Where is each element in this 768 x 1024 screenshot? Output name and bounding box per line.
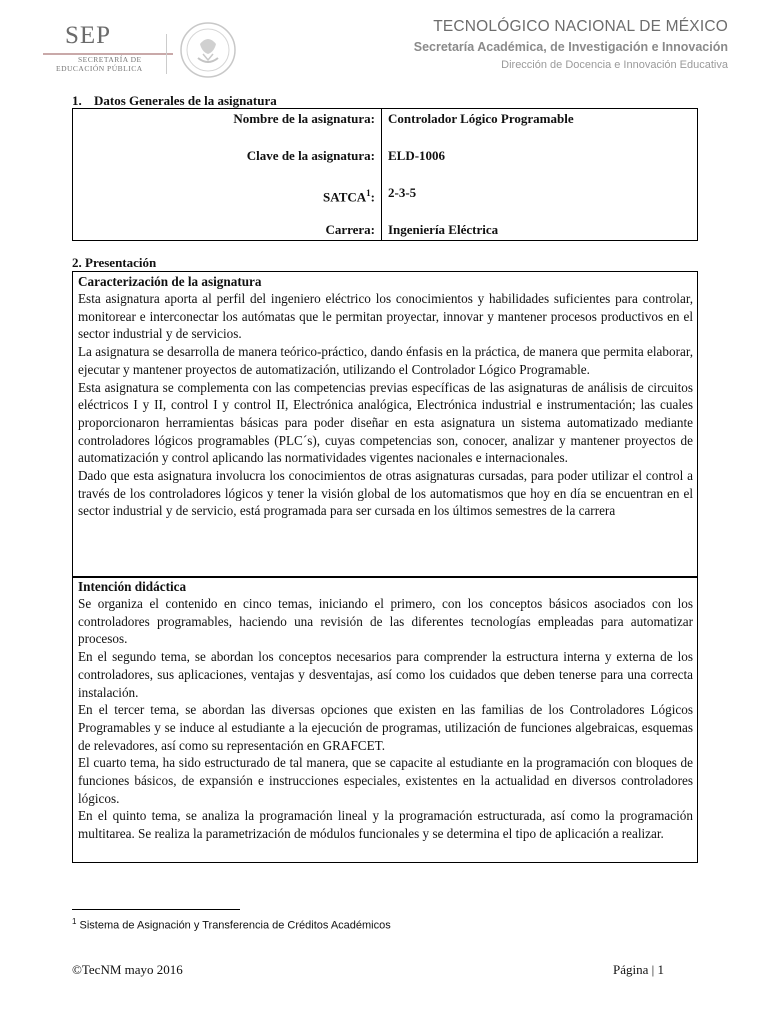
footnote-text: Sistema de Asignación y Transferencia de Créditos Académicos [79,919,391,932]
sep-logo-sub1: SECRETARÍA DE [78,55,142,64]
section1-title-text: Datos Generales de la asignatura [94,93,277,108]
label-satca: SATCA$^1$: [323,188,375,205]
intencion-paragraph: El cuarto tema, ha sido estructurado de tal manera, que se capacite al estudiante en la programación con bloques de funciones básicos, de expansión e instrucciones especiales, existentes en la actualidad en diversos controladores lógicos. [78,755,693,806]
value-nombre: Controlador Lógico Programable [388,111,574,126]
caracterizacion-paragraph: Dado que esta asignatura involucra los conocimientos de otras asignaturas cursadas, para poder utilizar el control a través de los controladores lógicos y tener la visión global de los automatismos que hoy en día se encuentran en el sector industrial y de servicio, está programada para ser cursada en los últimos semestres de la carrera [78,468,693,519]
intencion-paragraph: En el quinto tema, se analiza la programación lineal y la programación estructurada, así como la programación multitarea. Se realiza la parametrización de módulos funcionales y se determina el tipo de aplicación a realizar. [78,808,693,842]
section1-title [72,93,277,109]
sep-logo-text: SEP [65,22,112,49]
caracterizacion-paragraph: Esta asignatura se complementa con las competencias previas específicas de las asignaturas de análisis de circuitos eléctricos I y II, control I y control II, Electrónica analógica, Electrónica industrial e instrumentación; las cuales proporcionaron herramientas básicas para poder diseñar en esta asignatura un sistema automatizado mediante controladores lógicos programables (PLC´s), cuyas competencias son, conocer, analizar y mantener proyectos de automatización y control aplicando las normatividades vigentes nacionales e internacionales. [78,379,693,466]
section1-number: 1. [72,93,82,108]
value-carrera: Ingeniería Eléctrica [388,222,499,237]
value-column [382,109,698,241]
mexican-coat-of-arms-icon [178,20,238,80]
intencion-heading: Intención didáctica [78,579,187,594]
caracterizacion-paragraph: Esta asignatura aporta al perfil del ingeniero eléctrico los conocimientos y habilidades suficientes para controlar, monitorear e interconectar los autómatas que le permitan proyectar, innovar y mantener procesos productivos en el sector industrial y de servicios. [78,291,693,342]
table-row [73,109,698,241]
intencion-paragraph: En el segundo tema, se abordan los conceptos necesarios para comprender la estructura interna y externa de los controladores, sus aplicaciones, ventajas y desventajas, así como los cuidados que deben tenerse para una correcta instalación. [78,649,693,700]
direccion-name: Dirección de Docencia e Innovación Educativa [501,59,728,71]
label-clave: Clave de la asignatura: [246,148,375,163]
caracterizacion-paragraph: La asignatura se desarrolla de manera teórico-práctico, dando énfasis en la práctica, de manera que permita elaborar, ejecutar y mantener proyectos de automatización, utilizando el Controlador Lógico Programable. [78,344,693,377]
intencion-paragraph: En el tercer tema, se abordan las diversas opciones que existen en las familias de los Controladores Lógicos Programables y se induce al estudiante a la ejecución de programas, utilización de funciones algebraicas, esquemas de relevadores, así como su representación en GRAFCET. [78,702,693,753]
footer-copyright: ©TecNM mayo 2016 [72,962,183,977]
secretaria-name: Secretaría Académica, de Investigación e Innovación [413,40,728,54]
label-nombre: Nombre de la asignatura: [233,111,375,126]
logo-divider [166,34,167,74]
footer-page-number: Página | 1 [613,962,664,977]
institution-header [414,18,728,71]
caracterizacion-heading: Caracterización de la asignatura [78,274,262,289]
footnote-separator [72,909,240,910]
intencion-box [72,576,698,863]
footnote [72,917,391,932]
value-clave: ELD-1006 [388,148,446,163]
institution-name: TECNOLÓGICO NACIONAL DE MÉXICO [433,18,728,35]
general-data-table [72,108,698,241]
label-column [73,109,382,241]
sep-logo [40,20,280,80]
value-satca: 2-3-5 [388,185,417,200]
label-carrera: Carrera: [325,222,375,237]
footnote-marker: 1 [72,917,77,926]
section2-title: 2. Presentación [72,255,157,270]
intencion-paragraph: Se organiza el contenido en cinco temas, iniciando el primero, con los conceptos básicos asociados con los controladores programables, haciendo una revisión de las diferentes tecnologías empleadas para automatizar procesos. [78,596,693,647]
caracterizacion-box [72,271,698,578]
sep-logo-sub2: EDUCACIÓN PÚBLICA [56,64,143,73]
